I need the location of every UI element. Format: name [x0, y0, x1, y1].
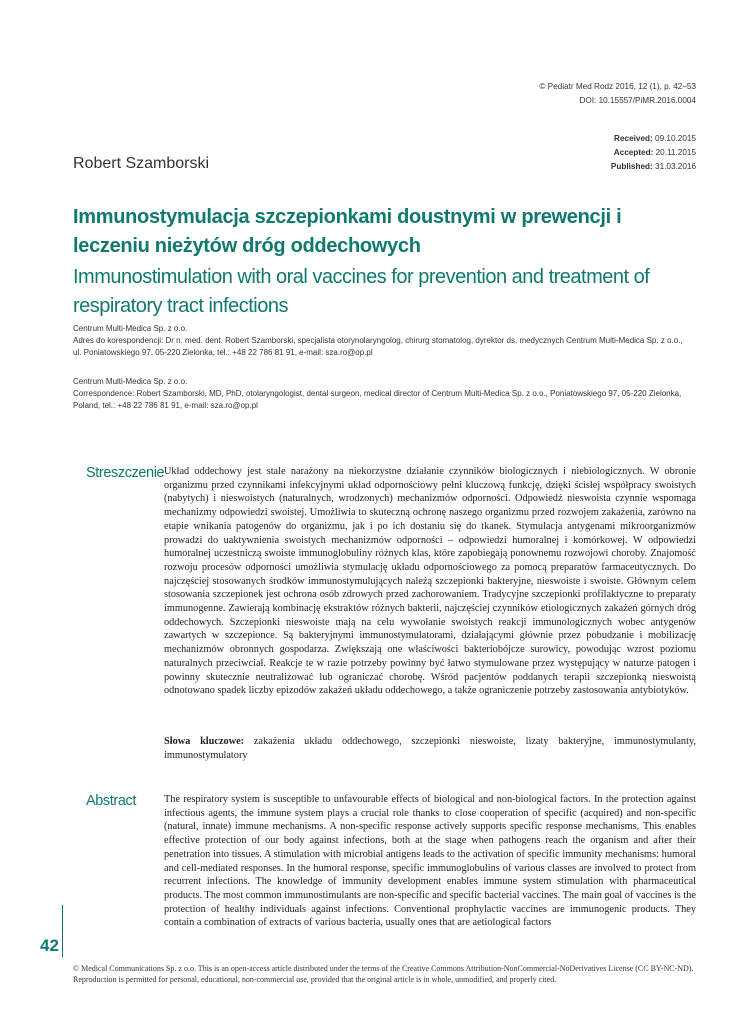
abstract-polish-label: Streszczenie — [86, 465, 165, 481]
citation-doi: DOI: 10.15557/PiMR.2016.0004 — [579, 96, 696, 105]
abstract-english-text: The respiratory system is susceptible to unfavourable effects of biological and non-biological factors. In the protection against infectious agents, the immune system plays a crucial role thanks to close cooperation of specific (acquired) and non-specific (natural, innate) immune mechanisms. A non-specific response actively supports specific response mechanisms. This enables effective protection of our body against infections, both at the stage when pathogens reach the organism and after their penetration into tissues. A stimulation with microbial antigens leads to the activation of specific immunity mechanisms: humoral and cell-mediated responses. In the humoral response, specific immunoglobulins of various classes are involved to protect from recurrent infections. The knowledge of immunity development enables immune system stimulation with pharmaceutical products. The most common immunostimulants are non-specific and specific bacterial vaccines. The main goal of vaccines is the protection of healthy individuals against infections. Conventional prophylactic vaccines are immunogenic products. They contain a combination of extracts of various bacteria, usually ones that are aetiological factors — [164, 794, 696, 929]
affiliation-polish — [73, 323, 693, 360]
title-english: Immunostimulation with oral vaccines for prevention and treatment of respiratory tract infections — [73, 266, 650, 317]
citation-block — [539, 80, 696, 108]
affiliation-english — [73, 376, 693, 413]
affiliation-correspondence: Adres do korespondencji: Dr n. med. dent. Robert Szamborski, specjalista otorynolaryngolog, chirurg stomatolog, dyrektor ds. medycznych Centrum Multi-Medica Sp. z o.o., ul. Poniatowskiego 97, 05-220 Zielonka, tel.: +48 22 786 81 91, e-mail: sza.ro@op.pl — [73, 336, 683, 358]
keywords-label: Słowa kluczowe: — [164, 736, 245, 747]
abstract-polish-text: Układ oddechowy jest stale narażony na niekorzystne działanie czynników biologicznych i niebiologicznych. W obronie organizmu przed czynnikami infekcyjnymi układ odpornościowy pełni kluczową funkcję, dzięki ścisłej współpracy swoistych (nabytych) i nieswoistych (naturalnych, wrodzonych) mechanizmów odporności. Odpowiedź nieswoista czynnie wspomaga mechanizmy odpowiedzi swoistej. Umożliwia to skuteczną ochronę naszego organizmu przed rozwojem zakażenia, zarówno na etapie wnikania patogenów do organizmu, jak i po ich dostaniu się do tkanek. Stymulacja antygenami mikroorganizmów prowadzi do uaktywnienia swoistych mechanizmów odporności – odpowiedzi humoralnej i komórkowej. W odpowiedzi humoralnej uczestniczą swoiste immunoglobuliny różnych klas, które zapobiegają ponownemu rozwojowi choroby. Znajomość rozwoju procesów odporności umożliwia stymulację układu odpornościowego za pomocą preparatów farmaceutycznych. Do najczęściej stosowanych środków immunostymulujących należą szczepionki bakteryjne, nieswoiste i swoiste. Głównym celem stosowania szczepionek jest ochrona osób zdrowych przed zachorowaniem. Tradycyjne szczepionki profilaktyczne to preparaty immunogenne. Zawierają kombinację ekstraktów różnych bakterii, najczęściej czynników etiologicznych zakażeń górnych dróg oddechowych. Szczepionki nieswoiste mają na celu wywołanie swoistych reakcji immunologicznych wobec antygenów zawartych w szczepionce. Są bakteryjnymi immunostymulatorami, działającymi głównie przez pobudzanie i mobilizację mechanizmów obronnych gospodarza. Zwiększają one właściwości bakteriobójcze surowicy, powodując wzrost poziomu naturalnych przeciwciał. Reakcje te w razie potrzeby powinny być łatwo stymulowane przez występujący w naturze patogen i powinny skutecznie neutralizować lub ograniczać chorobę. Wśród pacjentów poddanych terapii szczepionką nieswoistą odnotowano spadek liczby epizodów zakażeń układu oddechowego, a także ograniczenie potrzeby zastosowania antybiotyków. — [164, 466, 696, 697]
affiliation-correspondence: Correspondence: Robert Szamborski, MD, PhD, otolaryngologist, dental surgeon, medical director of Centrum Multi-Medica Sp. z o.o., Poniatowskiego 97, 05-220 Zielonka, Poland, tel.: +48 22 786 81 91, e-mail: sza.ro@op.pl — [73, 389, 682, 411]
keywords-text: zakażenia układu oddechowego, szczepionki nieswoiste, lizaty bakteryjne, immunostymulanty, immunostymulatory — [164, 736, 696, 761]
citation-journal: © Pediatr Med Rodz 2016, 12 (1), p. 42–53 — [539, 82, 696, 91]
received-date: Received: 09.10.2015 — [614, 134, 696, 143]
accepted-date: Accepted: 20.11.2015 — [613, 148, 696, 157]
dates-block — [611, 132, 696, 174]
abstract-english-label: Abstract — [86, 793, 136, 809]
keywords — [164, 735, 696, 762]
page-number: 42 — [40, 936, 59, 955]
author-name: Robert Szamborski — [73, 155, 210, 172]
page-number-rule — [62, 905, 63, 957]
affiliation-institution: Centrum Multi-Medica Sp. z o.o. — [73, 324, 188, 333]
affiliation-institution: Centrum Multi-Medica Sp. z o.o. — [73, 377, 188, 386]
title-polish: Immunostymulacja szczepionkami doustnymi w prewencji i leczeniu nieżytów dróg oddechowych — [73, 206, 622, 257]
published-date: Published: 31.03.2016 — [610, 162, 696, 171]
license-footer: © Medical Communications Sp. z o.o. This is an open-access article distributed under the terms of the Creative Commons Attribution-NonCommercial-NoDerivatives License (CC BY-NC-ND). Reproduction is permitted for personal, educational, non-commercial use, provided that the original article is in whole, unmodified, and properly cited. — [73, 964, 694, 984]
